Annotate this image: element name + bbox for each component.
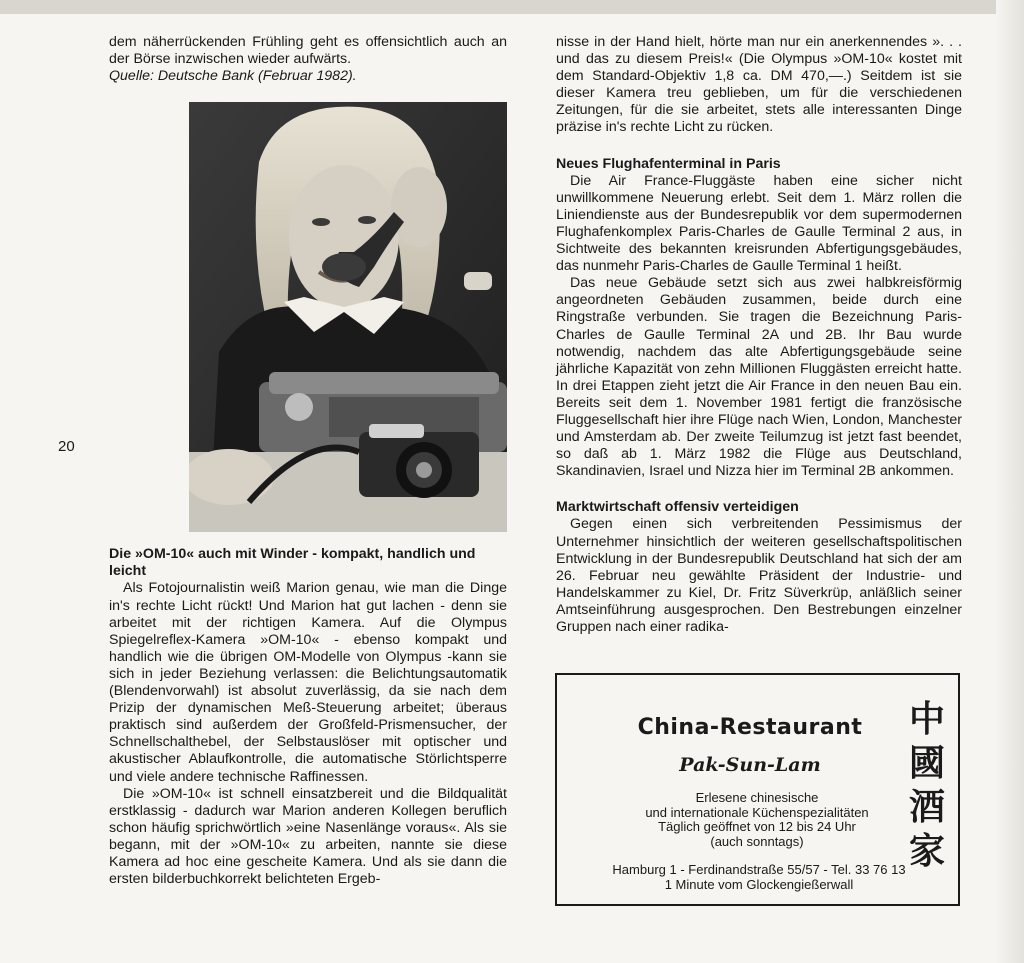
ad-description-line: Täglich geöffnet von 12 bis 24 Uhr	[658, 819, 856, 834]
ad-description-line: Erlesene chinesische	[695, 790, 819, 805]
photo-journalist-with-camera	[189, 102, 507, 532]
source-quote: Quelle: Deutsche Bank (Februar 1982).	[109, 68, 357, 85]
photo-illustration	[189, 102, 507, 532]
left-column	[109, 34, 507, 888]
ad-description-line: und internationale Küchenspezialitäten	[645, 804, 869, 820]
ad-description-line: (auch sonntags)	[710, 833, 804, 849]
ad-chinese-characters	[902, 697, 952, 873]
ad-hanzi-char: 家	[908, 830, 945, 872]
paragraph: Gegen einen sich verbreitenden Pessimismus der Unternehmer hinsichtlich der weiteren gesellschaftspolitischen Entwicklung in der Bundesrepublik Deutschland hat sich der am 26. Februar neu gewählte Präsident der Industrie- und Handelskammer zu Kiel, Dr. Fritz Süverkrüp, anläßlich seiner Amtseinführung ausgesprochen. Den Bestrebungen einzelner Gruppen nach einer radika-	[556, 516, 962, 635]
right-column	[556, 34, 962, 636]
paragraph: Das neue Gebäude setzt sich aus zwei halbkreisförmig angeordneten Gebäuden zusammen, beide durch eine Ringstraße verbunden. Sie tragen die Bezeichnung Paris-Charles de Gaulle Terminal 2A und 2B. Ihr Bau wurde notwendig, nachdem das alte Abfertigungsgebäude seine jährliche Kapazität von zehn Millionen Fluggästen erreicht hatte. In drei Etappen zieht jetzt die Air France in den neuen Bau ein. Bereits seit dem 1. November 1981 fertigt die französische Fluggesellschaft hier ihre Flüge nach Wien, London, Manchester und Amsterdam ab. Der zweite Teilumzug ist jetzt fast beendet, so daß ab 1. März 1982 die Flüge aus Deutschland, Skandinavien, Israel und Nizza hier im Terminal 2B ankommen.	[556, 275, 962, 480]
section-heading-marktwirtschaft: Marktwirtschaft offensiv verteidigen	[556, 499, 799, 516]
ad-address-block	[569, 863, 949, 892]
intro-text: dem näherrückenden Frühling geht es offensichtlich auch an der Börse inzwischen wieder aufwärts.	[109, 34, 507, 68]
ad-hanzi-char: 酒	[908, 786, 945, 828]
paragraph: Die Air France-Fluggäste haben eine sicher nicht unwillkommene Neuerung erlebt. Seit dem 1. März rollen die Liniendienste aus der Bundesrepublik vor dem supermodernen Flughafenkomplex Paris-Charles de Gaulle Terminal 2 aus, in Sichtweite des bekannten kreisrunden Abfertigungsgebäudes, das nunmehr Paris-Charles de Gaulle Terminal 1 heißt.	[556, 172, 962, 275]
page-number: 20	[58, 438, 75, 455]
continuation-text: nisse in der Hand hielt, hörte man nur ein anerkennendes ». . . und das zu diesem Preis!« (Die Olympus »OM-10« kostet mit dem Standard-Objektiv 1,8 ca. DM 470,—.) Seitdem ist sie dieser Kamera treu geblieben, um für die verschiedenen Zeitungen, für die sie arbeitet, stets alle interessanten Dinge präzise in's rechte Licht zu rücken.	[556, 34, 962, 136]
ad-address: Hamburg 1 - Ferdinandstraße 55/57 - Tel. 33 76 13	[612, 862, 906, 877]
ad-hanzi-char: 中	[908, 698, 945, 740]
section-heading-om10: Die »OM-10« auch mit Winder - kompakt, handlich und leicht	[109, 546, 476, 580]
section-heading-paris: Neues Flughafenterminal in Paris	[556, 155, 781, 172]
paragraph: Die »OM-10« ist schnell einsatzbereit und die Bildqualität erstklassig - dadurch war Marion anderen Kollegen beruflich schon häufig sprichwörtlich »eine Nasenlänge voraus«. Als sie begann, mit der »OM-10« zu arbeiten, nannte sie diese Kamera ad hoc eine gescheite Kamera. Und als sie dann die ersten bilderbuchkorrekt belichteten Ergeb-	[109, 785, 507, 888]
ad-directions: 1 Minute vom Glockengießerwall	[664, 876, 854, 892]
ad-hanzi-char: 國	[908, 742, 945, 784]
paragraph: Als Fotojournalistin weiß Marion genau, wie man die Dinge in's rechte Licht rückt! Und Marion hat gut lachen - denn sie arbeitet mit der richtigen Kamera. Auf die Olympus Spiegelreflex-Kamera »OM-10« - ebenso kompakt und handlich wie die übrigen OM-Modelle von Olympus -kann sie sich in jeder Beziehung verlassen: die Belichtungsautomatik (Blendenvorwahl) ist absolut zuverlässig, da sie nach dem Prizip der dynamischen Meß-Steuerung arbeitet; überaus praktisch sind außerdem der Großfeld-Prismensucher, der Schnellschalthebel, der Selbstauslöser mit optischer und akustischer Ablaufkontrolle, die automatische Störlichtsperre und viele andere technische Raffinessen.	[109, 580, 507, 785]
ad-description	[607, 791, 907, 849]
ad-restaurant-name: China-Restaurant	[637, 715, 863, 740]
ad-restaurant-subtitle: Pak-Sun-Lam	[679, 754, 821, 776]
restaurant-advertisement	[555, 673, 960, 906]
